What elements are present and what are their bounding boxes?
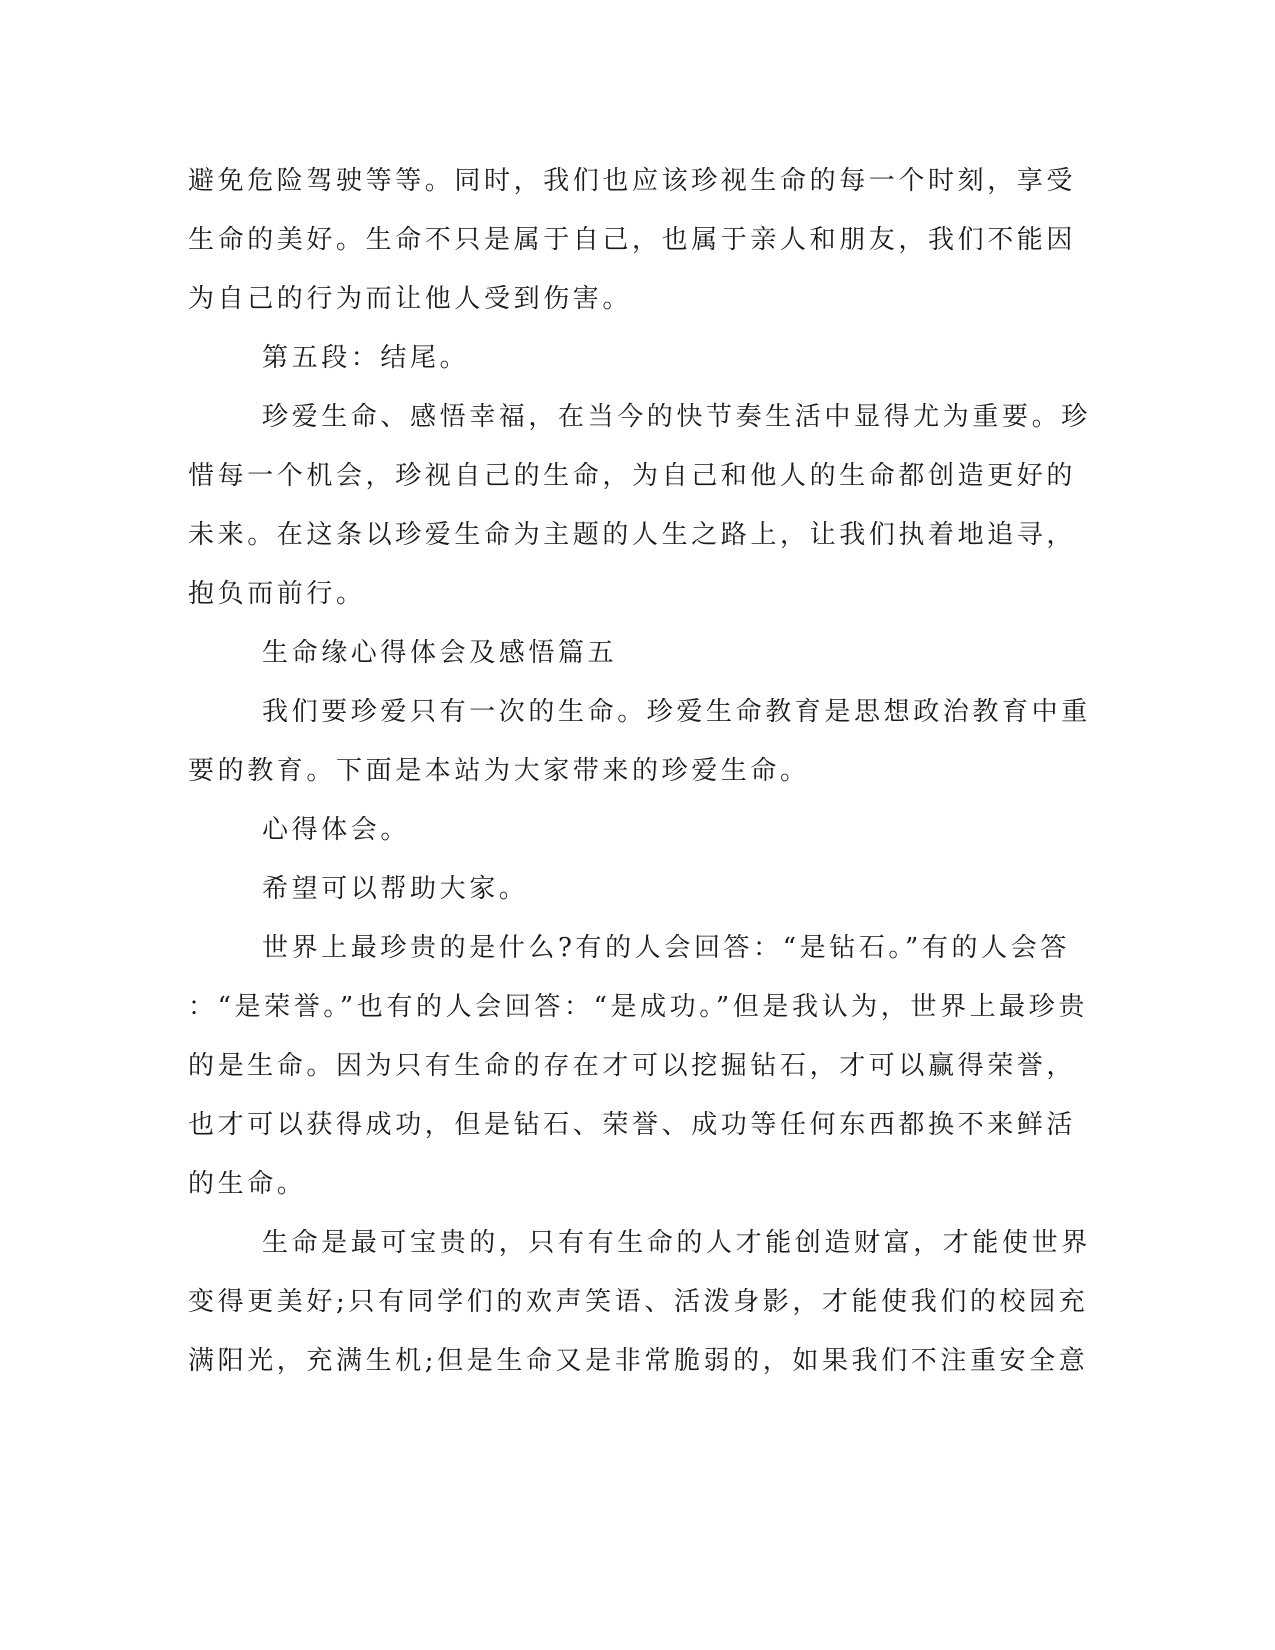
paragraph-line: 世界上最珍贵的是什么?有的人会回答：“是钻石。”有的人会答: [262, 933, 1070, 963]
paragraph-line: 避免危险驾驶等等。同时，我们也应该珍视生命的每一个时刻，享受: [188, 166, 1077, 196]
paragraph-line: 要的教育。下面是本站为大家带来的珍爱生命。: [188, 756, 810, 786]
paragraph-line: 我们要珍爱只有一次的生命。珍爱生命教育是思想政治教育中重: [262, 697, 1091, 727]
paragraph-line: 抱负而前行。: [188, 579, 366, 609]
section-heading: 第五段：结尾。: [262, 343, 470, 373]
article-title: 生命缘心得体会及感悟篇五: [262, 638, 618, 668]
paragraph-line: 生命是最可宝贵的，只有有生命的人才能创造财富，才能使世界: [262, 1228, 1091, 1258]
paragraph-line: 的生命。: [188, 1169, 307, 1199]
paragraph-line: 为自己的行为而让他人受到伤害。: [188, 284, 633, 314]
paragraph-line: 变得更美好;只有同学们的欢声笑语、活泼身影，才能使我们的校园充: [188, 1287, 1089, 1317]
paragraph-line: 心得体会。: [262, 815, 411, 845]
paragraph-line: 惜每一个机会，珍视自己的生命，为自己和他人的生命都创造更好的: [188, 461, 1077, 491]
paragraph-line: 珍爱生命、感悟幸福，在当今的快节奏生活中显得尤为重要。珍: [262, 402, 1091, 432]
paragraph-line: 的是生命。因为只有生命的存在才可以挖掘钻石，才可以赢得荣誉，: [188, 1051, 1077, 1081]
paragraph-line: 未来。在这条以珍爱生命为主题的人生之路上，让我们执着地追寻，: [188, 520, 1077, 550]
paragraph-line: 希望可以帮助大家。: [262, 874, 529, 904]
paragraph-line: ：“是荣誉。”也有的人会回答：“是成功。”但是我认为，世界上最珍贵: [188, 992, 1088, 1022]
paragraph-line: 满阳光，充满生机;但是生命又是非常脆弱的，如果我们不注重安全意: [188, 1346, 1089, 1376]
paragraph-line: 生命的美好。生命不只是属于自己，也属于亲人和朋友，我们不能因: [188, 225, 1077, 255]
paragraph-line: 也才可以获得成功，但是钻石、荣誉、成功等任何东西都换不来鲜活: [188, 1110, 1077, 1140]
